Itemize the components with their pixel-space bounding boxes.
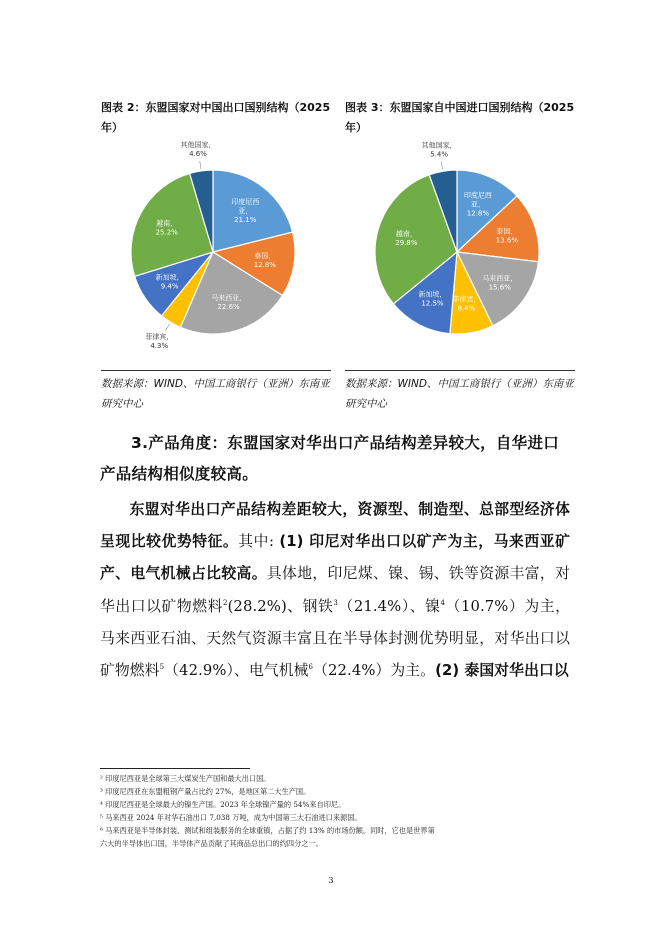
slice-label-2: 马来西亚， 22.6% xyxy=(211,294,247,312)
para-bold-1: 东盟对华出口产品结构差距较大，资源型、制造型、总部型经济体呈现比较优势特征。 xyxy=(100,501,570,551)
page-number: 3 xyxy=(328,876,334,886)
footnote-ref-3: 3 xyxy=(333,598,338,607)
footnote-separator xyxy=(100,768,250,769)
footnote-ref-2: 2 xyxy=(223,598,228,607)
slice-label-3: 菲律宾， 4.3% xyxy=(145,333,174,351)
section-heading: 3.产品角度：东盟国家对华出口产品结构差异较大，自华进口产品结构相似度较高。 xyxy=(100,434,560,483)
footnote-5: ⁵ 马来西亚 2024 年对华石油出口 7,038 万吨，成为中国第三大石油进口来源国。 xyxy=(100,813,362,822)
slice-label-5: 越南， 25.2% xyxy=(155,219,178,237)
para-text-5: （10.7%）为主，马来西亚石油、天然气资源丰富且在半导体封测优势明显，对华出口以矿物燃料 xyxy=(100,597,570,680)
slice-label-1: 泰国， 12.8% xyxy=(253,252,276,270)
slice-label-4: 新加坡， 9.4% xyxy=(155,273,184,291)
leader-line-6 xyxy=(200,161,201,169)
footnote-3: ³ 印度尼西亚在东盟粗钢产量占比约 27%，是地区第二大生产国。 xyxy=(100,787,311,796)
figure-2-pie xyxy=(101,140,329,364)
figure-3-source: 数据来源：WIND、中国工商银行（亚洲）东南亚研究中心 xyxy=(345,378,574,410)
para-text-2: 具体地，印尼煤、镍、锡、铁等资源丰富，对华出口以矿物燃料 xyxy=(100,565,570,615)
slice-label-2: 马来西亚， 15.6% xyxy=(482,274,518,292)
slice-label-6: 其他国家， 5.4% xyxy=(421,141,457,159)
leader-line-3 xyxy=(165,324,169,331)
para-text-4: （21.4%）、镍 xyxy=(337,597,441,615)
footnote-6: ⁶ 马来西亚是半导体封装、测试和组装服务的全球重镇，占据了约 13% 的市场份额。同时，它也是世界第 xyxy=(100,826,435,835)
para-bold-3: (2) 泰国对华出口以 xyxy=(435,662,569,680)
body-paragraph xyxy=(100,494,570,687)
figure-3-chart xyxy=(345,140,573,364)
figure-2-source: 数据来源：WIND、中国工商银行（亚洲）东南亚研究中心 xyxy=(101,378,330,410)
figure-3-pie xyxy=(345,140,573,364)
footnote-ref-6: 6 xyxy=(308,663,314,672)
slice-label-4: 新加坡， 12.5% xyxy=(418,290,447,308)
slice-label-0: 印度尼西亚， 12.8% xyxy=(463,191,492,218)
footnotes xyxy=(100,772,570,850)
slice-label-0: 印度尼西亚， 21.1% xyxy=(231,198,260,225)
footnote-ref-5: 5 xyxy=(159,663,165,672)
footnote-4: ⁴ 印度尼西亚是全球最大的镍生产国。2023 年全球镍产量的 54%来自印尼。 xyxy=(100,800,346,809)
slice-label-3: 菲律宾， 8.4% xyxy=(452,295,481,313)
figure-3-rule xyxy=(345,370,575,371)
leader-line-6 xyxy=(441,161,442,169)
footnote-ref-4: 4 xyxy=(440,598,446,607)
para-text-7: （22.4%）为主。 xyxy=(313,662,436,680)
para-text-6: （42.9%）、电气机械 xyxy=(164,662,309,680)
figure-2-title: 图表 2：东盟国家对中国出口国别结构（2025年） xyxy=(101,101,331,134)
para-text-1: 其中: xyxy=(238,533,280,551)
para-text-3: (28.2%)、钢铁 xyxy=(227,597,334,615)
footnote-2: ² 印度尼西亚是全球第三大煤炭生产国和最大出口国。 xyxy=(100,774,271,783)
slice-label-6: 其他国家， 4.6% xyxy=(180,141,216,159)
para-bold-2: (1) 印尼对华出口以矿产为主，马来西亚矿产、电气机械占比较高。 xyxy=(100,533,570,583)
slice-label-1: 泰国， 13.6% xyxy=(495,227,519,245)
figure-2-rule xyxy=(101,370,331,371)
figure-3-title: 图表 3：东盟国家自中国进口国别结构（2025年） xyxy=(345,101,575,134)
figure-2-chart xyxy=(101,140,329,364)
footnote-6-continued: 六大的半导体出口国，半导体产品贡献了其商品总出口的约四分之一。 xyxy=(100,839,323,848)
slice-label-5: 越南， 29.8% xyxy=(395,229,418,247)
